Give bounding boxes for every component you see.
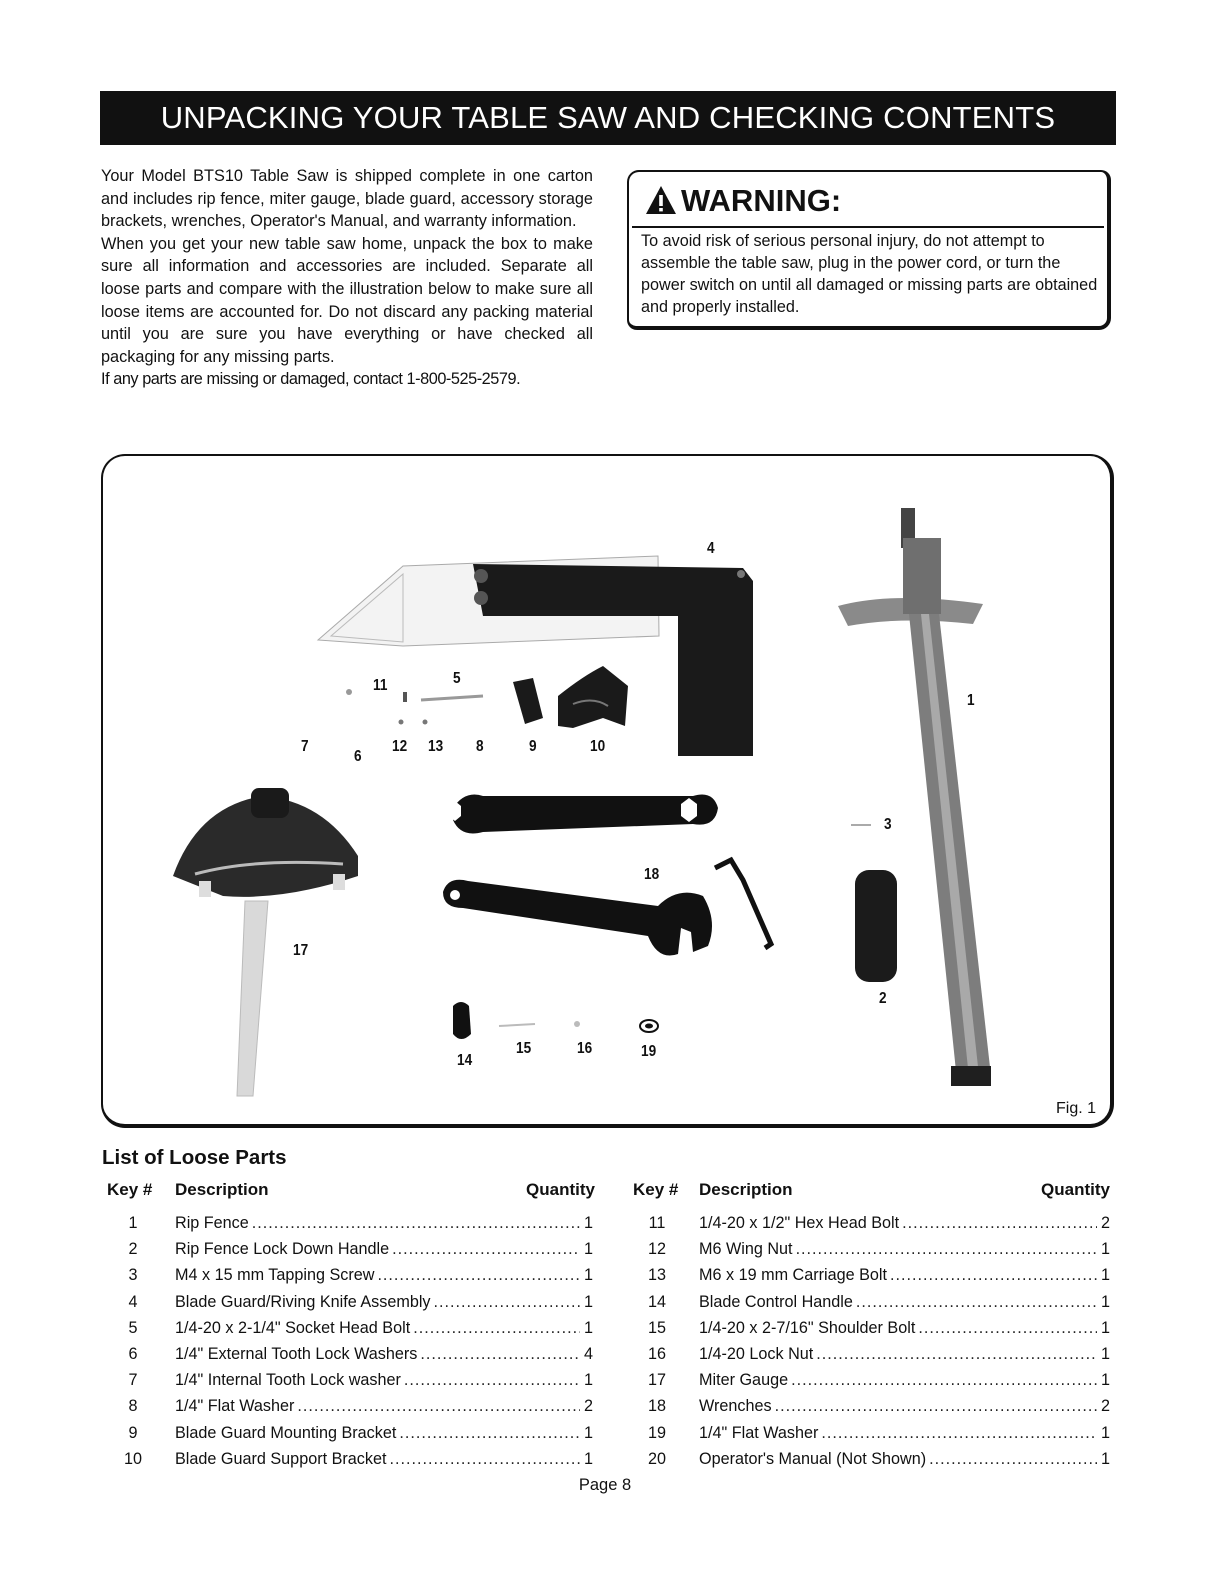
part-quantity: 1: [583, 1371, 593, 1390]
part-line: [175, 1319, 593, 1338]
table-row: [629, 1315, 1112, 1341]
table-row: [107, 1236, 597, 1262]
intro-paragraph-2: When you get your new table saw home, unpack the box to make sure all information and accessories are included. Separate all loose parts and compare with the illustration below to make sure all loose items are accounted for. Do not discard any packing material until you are sure you have everything or have checked all packaging for any missing parts.: [101, 234, 593, 366]
warning-heading: [645, 184, 841, 218]
part-key: 3: [128, 1266, 138, 1285]
table-row: [629, 1446, 1112, 1472]
callout-4: 4: [707, 540, 715, 557]
header-key: Key #: [107, 1180, 153, 1199]
warning-divider: [632, 226, 1104, 228]
table-row: [629, 1289, 1112, 1315]
callout-1: 1: [967, 692, 975, 709]
callout-5: 5: [453, 670, 461, 687]
part-description: Blade Guard Mounting Bracket: [175, 1423, 397, 1442]
part-quantity: 1: [1100, 1344, 1110, 1363]
leader-dots: [404, 1371, 580, 1390]
wrenches-drawing: [443, 795, 771, 956]
part-line: [699, 1319, 1110, 1338]
part-description: M6 x 19 mm Carriage Bolt: [699, 1266, 888, 1285]
part-quantity: 2: [1100, 1214, 1110, 1232]
part-description: Rip Fence Lock Down Handle: [175, 1240, 390, 1259]
part-line: [699, 1266, 1110, 1285]
leader-dots: [791, 1371, 1097, 1390]
callout-11: 11: [373, 677, 388, 694]
part-key: 1: [128, 1214, 138, 1232]
table-row: [629, 1420, 1112, 1446]
part-line: [699, 1293, 1110, 1312]
part-quantity: 1: [1100, 1449, 1110, 1468]
callout-16: 16: [577, 1040, 593, 1057]
leader-dots: [929, 1450, 1097, 1469]
parts-table-left: [107, 1178, 597, 1472]
header-description: Description: [699, 1180, 793, 1199]
part-line: [699, 1240, 1110, 1259]
part-line: [175, 1240, 593, 1259]
callout-6: 6: [354, 748, 362, 765]
callout-2: 2: [879, 990, 887, 1007]
table-row: [629, 1367, 1112, 1393]
part-description: 1/4-20 Lock Nut: [699, 1344, 814, 1363]
part-quantity: 1: [1100, 1292, 1110, 1311]
part-key: 14: [647, 1292, 666, 1311]
part-key: 13: [647, 1266, 666, 1285]
intro-text: [101, 165, 593, 391]
part-description: M6 Wing Nut: [699, 1240, 793, 1259]
part-key: 5: [128, 1318, 138, 1337]
part-line: [699, 1214, 1110, 1233]
header-quantity: Quantity: [526, 1180, 595, 1199]
callout-14: 14: [457, 1052, 473, 1069]
part-key: 19: [647, 1423, 666, 1442]
table-row: [107, 1210, 597, 1236]
warning-box: [627, 170, 1111, 330]
leader-dots: [377, 1266, 580, 1285]
part-line: [699, 1424, 1110, 1443]
loose-parts-illustration: [103, 456, 1110, 1124]
part-quantity: 1: [1100, 1240, 1110, 1259]
part-description: Wrenches: [699, 1397, 772, 1416]
leader-dots: [252, 1214, 580, 1233]
part-quantity: 1: [583, 1214, 593, 1232]
leader-dots: [796, 1240, 1097, 1259]
blade-guard-assembly-drawing: [318, 556, 753, 756]
table-row: [107, 1262, 597, 1288]
table-row: [107, 1315, 597, 1341]
callout-15: 15: [516, 1040, 532, 1057]
part-quantity: 1: [583, 1266, 593, 1285]
part-description: M4 x 15 mm Tapping Screw: [175, 1266, 375, 1285]
callout-9: 9: [529, 738, 537, 755]
part-line: [699, 1397, 1110, 1416]
part-quantity: 1: [583, 1318, 593, 1337]
part-key: 18: [647, 1397, 666, 1416]
leader-dots: [297, 1397, 580, 1416]
leader-dots: [821, 1424, 1097, 1443]
callout-19: 19: [641, 1043, 657, 1060]
part-key: 8: [128, 1397, 138, 1416]
callout-17: 17: [293, 942, 309, 959]
part-description: 1/4-20 x 2-1/4" Socket Head Bolt: [175, 1318, 411, 1337]
rip-fence-drawing: [838, 508, 991, 1086]
part-key: 6: [128, 1344, 138, 1363]
table-row: [107, 1289, 597, 1315]
header-key: Key #: [633, 1180, 679, 1199]
callout-13: 13: [428, 738, 444, 755]
part-line: [175, 1266, 593, 1285]
part-quantity: 1: [1100, 1371, 1110, 1390]
callout-3: 3: [884, 816, 892, 833]
leader-dots: [902, 1214, 1097, 1233]
part-description: 1/4" Flat Washer: [699, 1423, 819, 1442]
part-quantity: 1: [1100, 1318, 1110, 1337]
part-key: 17: [647, 1371, 666, 1390]
warning-text: To avoid risk of serious personal injury, do not attempt to assemble the table saw, plug in the power cord, or turn the power switch on until all damaged or missing parts are obtained and properly installed.: [641, 232, 1098, 316]
intro-paragraph-1: Your Model BTS10 Table Saw is shipped complete in one carton and includes rip fence, miter gauge, blade guard, accessory storage brackets, wrenches, Operator's Manual, and warranty information.: [101, 167, 593, 231]
part-key: 10: [123, 1449, 142, 1468]
lock-down-handle-drawing: [855, 870, 897, 982]
part-line: [175, 1371, 593, 1390]
table-row: [629, 1341, 1112, 1367]
table-row: [629, 1393, 1112, 1419]
part-description: 1/4" Internal Tooth Lock washer: [175, 1371, 401, 1390]
parts-table-header: [629, 1178, 1112, 1210]
table-row: [629, 1236, 1112, 1262]
part-quantity: 1: [583, 1292, 593, 1311]
figure-1-box: [101, 454, 1114, 1128]
part-description: Miter Gauge: [699, 1371, 789, 1390]
page-number: Page 8: [578, 1476, 632, 1494]
leader-dots: [399, 1424, 580, 1443]
callout-7: 7: [301, 738, 309, 755]
part-key: 2: [128, 1240, 138, 1259]
part-key: 4: [128, 1292, 138, 1311]
part-quantity: 1: [583, 1240, 593, 1259]
leader-dots: [413, 1319, 580, 1338]
callout-18: 18: [644, 866, 660, 883]
leader-dots: [890, 1266, 1097, 1285]
leader-dots: [389, 1450, 580, 1469]
header-quantity: Quantity: [1041, 1180, 1110, 1199]
part-quantity: 2: [1100, 1397, 1110, 1416]
part-key: 12: [647, 1240, 666, 1259]
leader-dots: [918, 1319, 1097, 1338]
part-line: [175, 1450, 593, 1469]
parts-table-header: [107, 1178, 597, 1210]
part-description: 1/4" External Tooth Lock Washers: [175, 1344, 418, 1363]
part-line: [175, 1214, 593, 1233]
part-description: 1/4" Flat Washer: [175, 1397, 295, 1416]
callout-12: 12: [392, 738, 408, 755]
leader-dots: [434, 1293, 580, 1312]
part-key: 9: [128, 1423, 138, 1442]
part-quantity: 2: [583, 1397, 593, 1416]
part-line: [175, 1397, 593, 1416]
brackets-drawing: [513, 666, 628, 728]
part-description: 1/4-20 x 1/2" Hex Head Bolt: [699, 1214, 900, 1232]
figure-label: Fig. 1: [1055, 1100, 1096, 1117]
table-row: [629, 1210, 1112, 1236]
part-description: Blade Guard/Riving Knife Assembly: [175, 1292, 431, 1311]
part-key: 20: [647, 1449, 666, 1468]
table-row: [107, 1393, 597, 1419]
part-quantity: 1: [583, 1449, 593, 1468]
part-line: [699, 1450, 1110, 1469]
table-row: [107, 1341, 597, 1367]
table-row: [629, 1262, 1112, 1288]
part-quantity: 1: [1100, 1266, 1110, 1285]
part-line: [699, 1345, 1110, 1364]
part-quantity: 4: [583, 1344, 593, 1363]
part-key: 16: [647, 1344, 666, 1363]
callout-8: 8: [476, 738, 484, 755]
leader-dots: [856, 1293, 1097, 1312]
part-line: [175, 1293, 593, 1312]
part-line: [699, 1371, 1110, 1390]
parts-list-title: List of Loose Parts: [102, 1146, 287, 1169]
part-description: Rip Fence: [175, 1214, 249, 1232]
part-line: [175, 1424, 593, 1443]
part-key: 15: [647, 1318, 666, 1337]
warning-heading-text: WARNING:: [681, 183, 842, 218]
part-key: 11: [648, 1214, 666, 1232]
leader-dots: [816, 1345, 1097, 1364]
part-line: [175, 1345, 593, 1364]
leader-dots: [420, 1345, 580, 1364]
leader-dots: [392, 1240, 580, 1259]
part-key: 7: [128, 1371, 138, 1390]
part-description: Operator's Manual (Not Shown): [699, 1449, 927, 1468]
intro-paragraph-3: If any parts are missing or damaged, contact 1-800-525-2579.: [101, 370, 521, 389]
small-hardware-drawing: [346, 689, 483, 725]
callout-10: 10: [590, 738, 606, 755]
parts-table-right: [629, 1178, 1112, 1472]
part-description: Blade Control Handle: [699, 1292, 853, 1311]
part-description: Blade Guard Support Bracket: [175, 1449, 387, 1468]
table-row: [107, 1446, 597, 1472]
part-quantity: 1: [1100, 1423, 1110, 1442]
miter-gauge-drawing: [173, 788, 358, 1096]
part-quantity: 1: [583, 1423, 593, 1442]
page-title-banner: UNPACKING YOUR TABLE SAW AND CHECKING CONTENTS: [100, 91, 1116, 145]
table-row: [107, 1420, 597, 1446]
part-description: 1/4-20 x 2-7/16" Shoulder Bolt: [699, 1318, 916, 1337]
table-row: [107, 1367, 597, 1393]
warning-triangle-icon: [645, 185, 677, 215]
leader-dots: [775, 1397, 1097, 1416]
bottom-hardware-drawing: [453, 1002, 658, 1039]
header-description: Description: [175, 1180, 269, 1199]
